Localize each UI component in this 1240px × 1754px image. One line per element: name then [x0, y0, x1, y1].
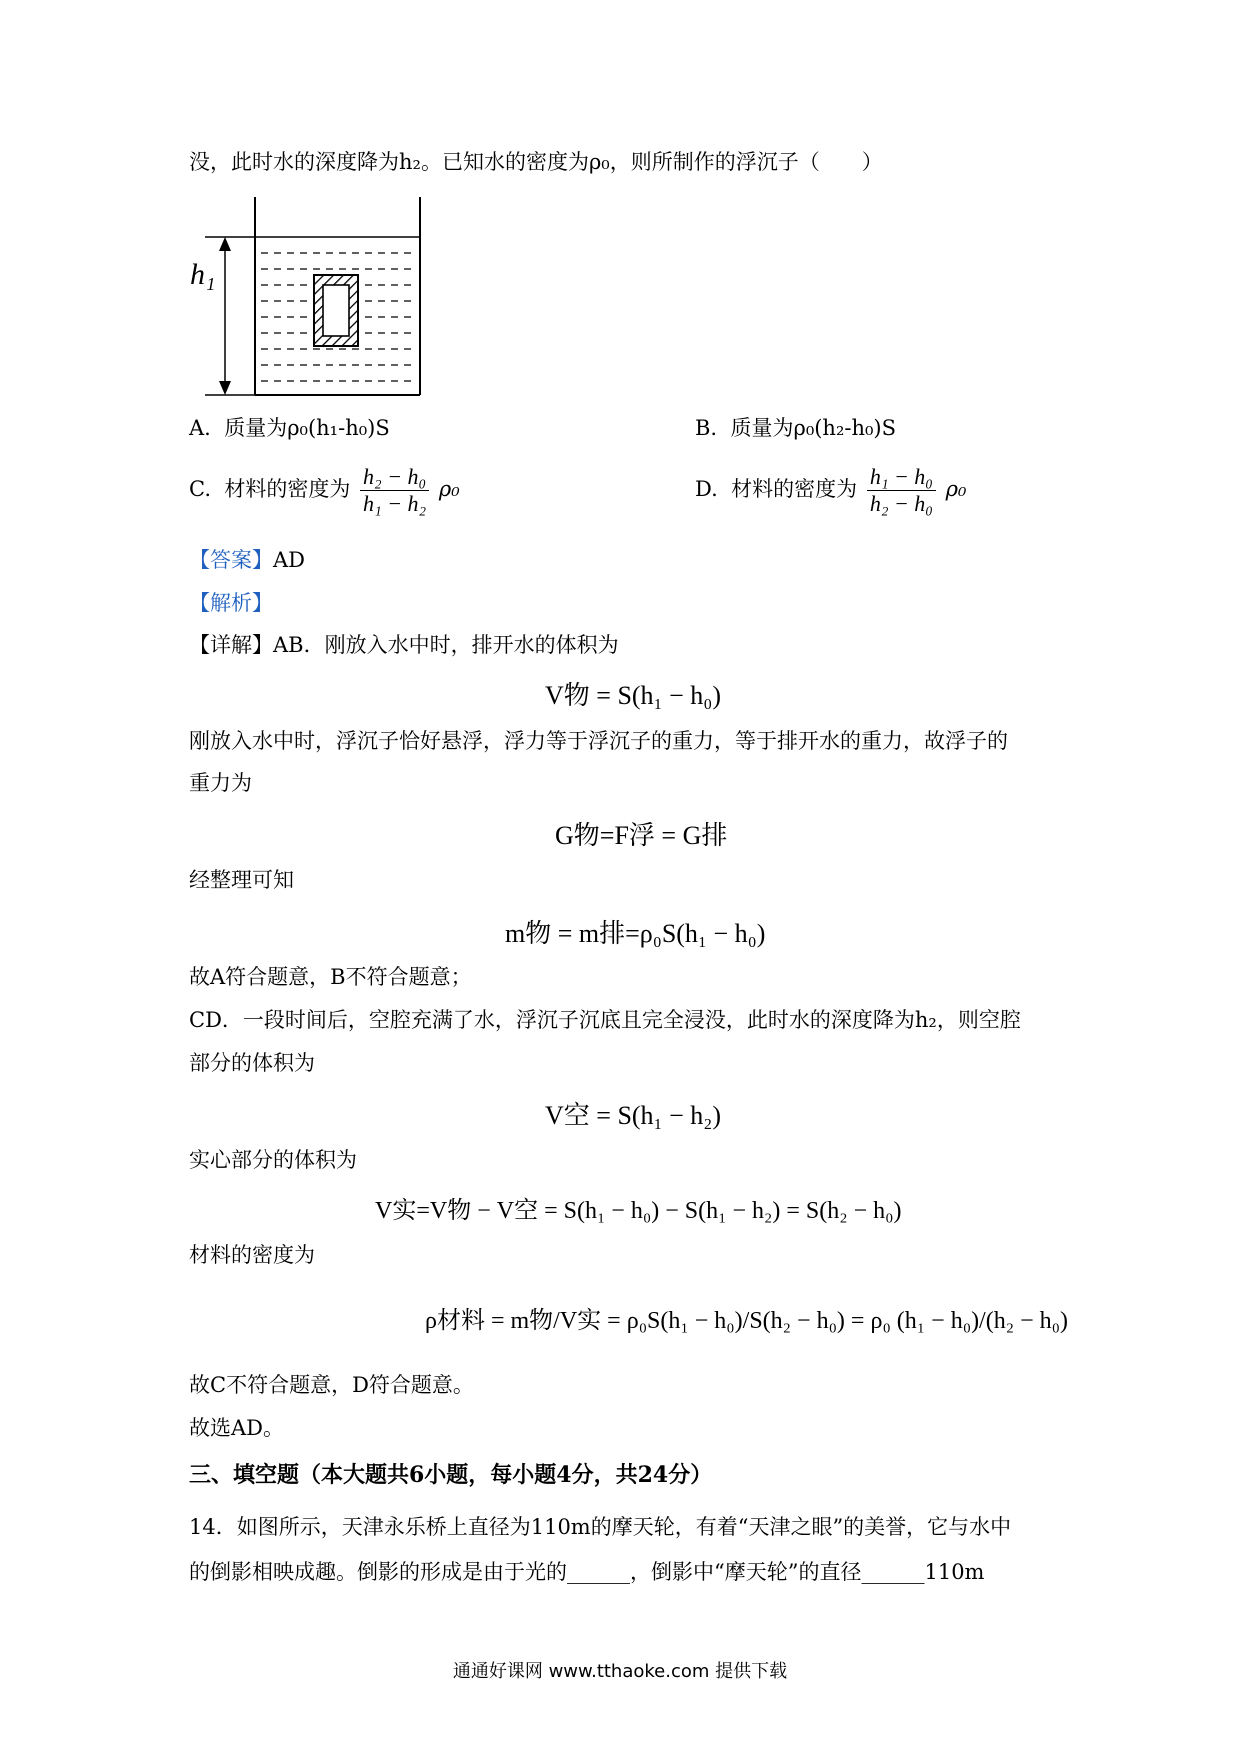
equation-6: ρ材料 = m物/V实 = ρ₀S(h₁ − h₀)/S(h₂ − h₀) = ρ₀ (h₁ − h₀)/(h₂ − h₀) — [425, 1308, 1068, 1334]
option-c-prefix: 材料的密度为 — [224, 477, 351, 501]
equation-5: V实=V物 − V空 = S(h₁ − h₀) − S(h₁ − h₂) = S(h₂ − h₀) — [375, 1198, 902, 1224]
detail-p3: 经整理可知 — [189, 868, 294, 892]
detail-p2a: 刚放入水中时，浮沉子恰好悬浮，浮力等于浮沉子的重力，等于排开水的重力，故浮子的 — [189, 729, 1008, 753]
option-c — [189, 465, 460, 516]
option-a-text: 质量为ρ₀(h₁-h₀)S — [224, 416, 390, 440]
option-b-letter: B. — [695, 416, 718, 440]
detail-p6: 实心部分的体积为 — [189, 1148, 357, 1172]
option-b-text: 质量为ρ₀(h₂-h₀)S — [730, 416, 896, 440]
option-b — [695, 413, 896, 443]
detail-p7: 材料的密度为 — [189, 1243, 315, 1267]
option-d-prefix: 材料的密度为 — [731, 477, 858, 501]
option-d-suffix: ρ₀ — [945, 477, 967, 501]
q14-line1: 14．如图所示，天津永乐桥上直径为110m的摩天轮，有着“天津之眼”的美誉，它与水中 — [189, 1515, 1012, 1539]
answer-value: AD — [273, 548, 306, 572]
q14-line2: 的倒影相映成趣。倒影的形成是由于光的______，倒影中“摩天轮”的直径______110m — [189, 1560, 985, 1584]
option-c-fraction — [360, 465, 429, 516]
option-d-denominator: h₂ − h₀ — [869, 491, 933, 516]
container-figure — [195, 195, 435, 405]
equation-1: V物 = S(h₁ − h₀) — [545, 681, 722, 710]
question-intro: 没，此时水的深度降为h₂。已知水的密度为ρ₀，则所制作的浮沉子（ ） — [189, 150, 883, 174]
detail-p9: 故选AD。 — [189, 1416, 285, 1440]
figure-label-h1: h₁ — [190, 258, 216, 291]
float-cavity — [323, 285, 349, 336]
equation-4: V空 = S(h₁ − h₂) — [545, 1101, 722, 1130]
option-c-numerator: h₂ − h₀ — [360, 465, 429, 491]
detail-p5a: CD．一段时间后，空腔充满了水，浮沉子沉底且完全浸没，此时水的深度降为h₂，则空腔 — [189, 1008, 1021, 1032]
option-a-letter: A. — [189, 416, 211, 440]
option-d-letter: D. — [695, 477, 718, 501]
option-a — [189, 413, 390, 443]
detail-p2b: 重力为 — [189, 771, 252, 795]
detail-p8: 故C不符合题意，D符合题意。 — [189, 1373, 474, 1397]
option-d-fraction — [867, 465, 936, 516]
answer-line — [189, 545, 305, 575]
detail-p4: 故A符合题意，B不符合题意； — [189, 965, 472, 989]
option-c-suffix: ρ₀ — [438, 477, 460, 501]
option-d — [695, 465, 966, 516]
section-3-title: 三、填空题（本大题共6小题，每小题4分，共24分） — [189, 1462, 713, 1488]
detail-p5b: 部分的体积为 — [189, 1051, 315, 1075]
detail-p1: 【详解】AB．刚放入水中时，排开水的体积为 — [189, 633, 619, 657]
option-c-letter: C. — [189, 477, 211, 501]
analysis-tag: 【解析】 — [189, 591, 273, 615]
option-c-denominator: h₁ − h₂ — [363, 491, 427, 516]
answer-tag: 【答案】 — [189, 548, 273, 572]
option-d-numerator: h₁ − h₀ — [867, 465, 936, 491]
footer-text: 通通好课网 www.tthaoke.com 提供下载 — [452, 1661, 788, 1682]
equation-2: G物=F浮 = G排 — [555, 821, 728, 850]
equation-3: m物 = m排=ρ₀S(h₁ − h₀) — [505, 919, 766, 948]
